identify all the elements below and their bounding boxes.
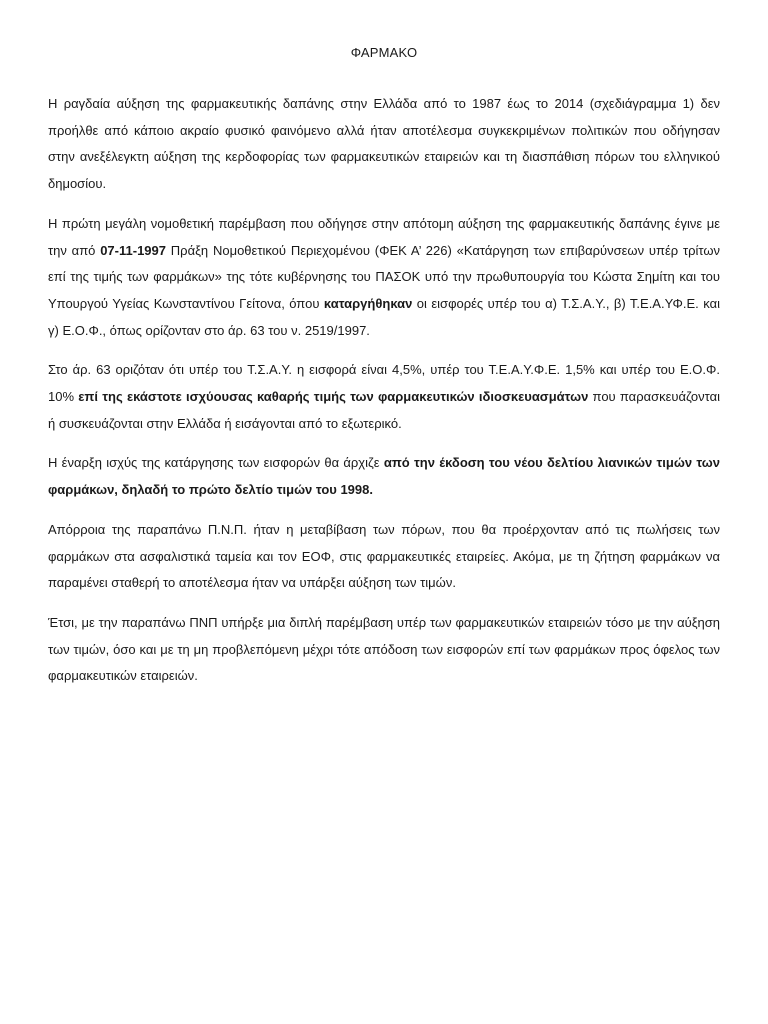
paragraph-6 [48,610,720,690]
paragraph-text: που παρασκευάζονται ή συσκευάζονται στην Ελλάδα ή εισάγονται από το εξωτερικό. [48,389,720,431]
paragraph-text: οι εισφορές υπέρ του α) Τ.Σ.Α.Υ., β) Τ.Ε.Α.ΥΦ.Ε. και γ) Ε.Ο.Φ., όπως ορίζονταν στο άρ. 63 του ν. 2519/1997. [48,295,720,338]
bold-phrase: επί της εκάστοτε ισχύουσας καθαρής τιμής των φαρμακευτικών ιδιοσκευασμάτων [78,389,589,405]
document-page [48,40,720,703]
paragraph-text: Η πρώτη μεγάλη νομοθετική παρέμβαση που οδήγησε στην απότομη αύξηση της φαρμακευτικής δαπάνης έγινε με την από [48,215,720,258]
paragraph-text: Η έναρξη ισχύς της κατάργησης των εισφορών θα άρχιζε [48,455,384,471]
bold-date: 07-11-1997 [100,242,166,258]
paragraph-text: Έτσι, με την παραπάνω ΠΝΠ υπήρξε μια διπλή παρέμβαση υπέρ των φαρμακευτικών εταιρειών τόσο με την αύξηση των τιμών, όσο και με τη μη προβλεπόμενη μέχρι τότε απόδοση των εισφορών επί των φαρμάκων προς όφελος των φαρμακευτικών εταιρειών. [48,614,720,684]
paragraph-text: Στο άρ. 63 οριζόταν ότι υπέρ του Τ.Σ.Α.Υ. η εισφορά είναι 4,5%, υπέρ του Τ.Ε.Α.Υ.Φ.Ε. 1,5% και υπέρ του Ε.Ο.Φ. 10% [48,362,720,405]
paragraph-text: Πράξη Νομοθετικού Περιεχομένου (ΦΕΚ Α’ 226) «Κατάργηση των επιβαρύνσεων υπέρ τρίτων επί της τιμής των φαρμάκων» της τότε κυβέρνησης του ΠΑΣΟΚ υπό την πρωθυπουργία του Κώστα Σημίτη και του Υπουργού Υγείας Κωνσταντίνου Γείτονα, όπου [48,242,720,311]
paragraph-text: Απόρροια της παραπάνω Π.Ν.Π. ήταν η μεταβίβαση των πόρων, που θα προέρχονταν από τις πωλήσεις των φαρμάκων στα ασφαλιστικά ταμεία και τον ΕΟΦ, στις φαρμακευτικές εταιρείες. Ακόμα, με τη ζήτηση φαρμάκων να παραμένει σταθερή το αποτέλεσμα ήταν να υπάρξει αύξηση των τιμών. [48,521,720,591]
paragraph-5 [48,517,720,597]
paragraph-1 [48,91,720,198]
document-title: ΦΑΡΜΑΚΟ [350,45,418,60]
paragraph-2 [48,211,720,345]
bold-phrase: από την έκδοση του νέου δελτίου λιανικών τιμών των φαρμάκων, δηλαδή το πρώτο δελτίο τιμών του 1998. [48,455,720,498]
paragraph-text: Η ραγδαία αύξηση της φαρμακευτικής δαπάνης στην Ελλάδα από το 1987 έως το 2014 (σχεδιάγραμμα 1) δεν προήλθε από κάποιο ακραίο φυσικό φαινόμενο αλλά ήταν αποτέλεσμα συγκεκριμένων πολιτικών που οδήγησαν στην ανεξέλεγκτη αύξηση της κερδοφορίας των φαρμακευτικών εταιρειών και τη διασπάθιση πόρων του ελληνικού δημοσίου. [48,96,720,192]
paragraph-3 [48,357,720,437]
bold-term: καταργήθηκαν [323,295,413,311]
paragraph-4 [48,450,720,503]
